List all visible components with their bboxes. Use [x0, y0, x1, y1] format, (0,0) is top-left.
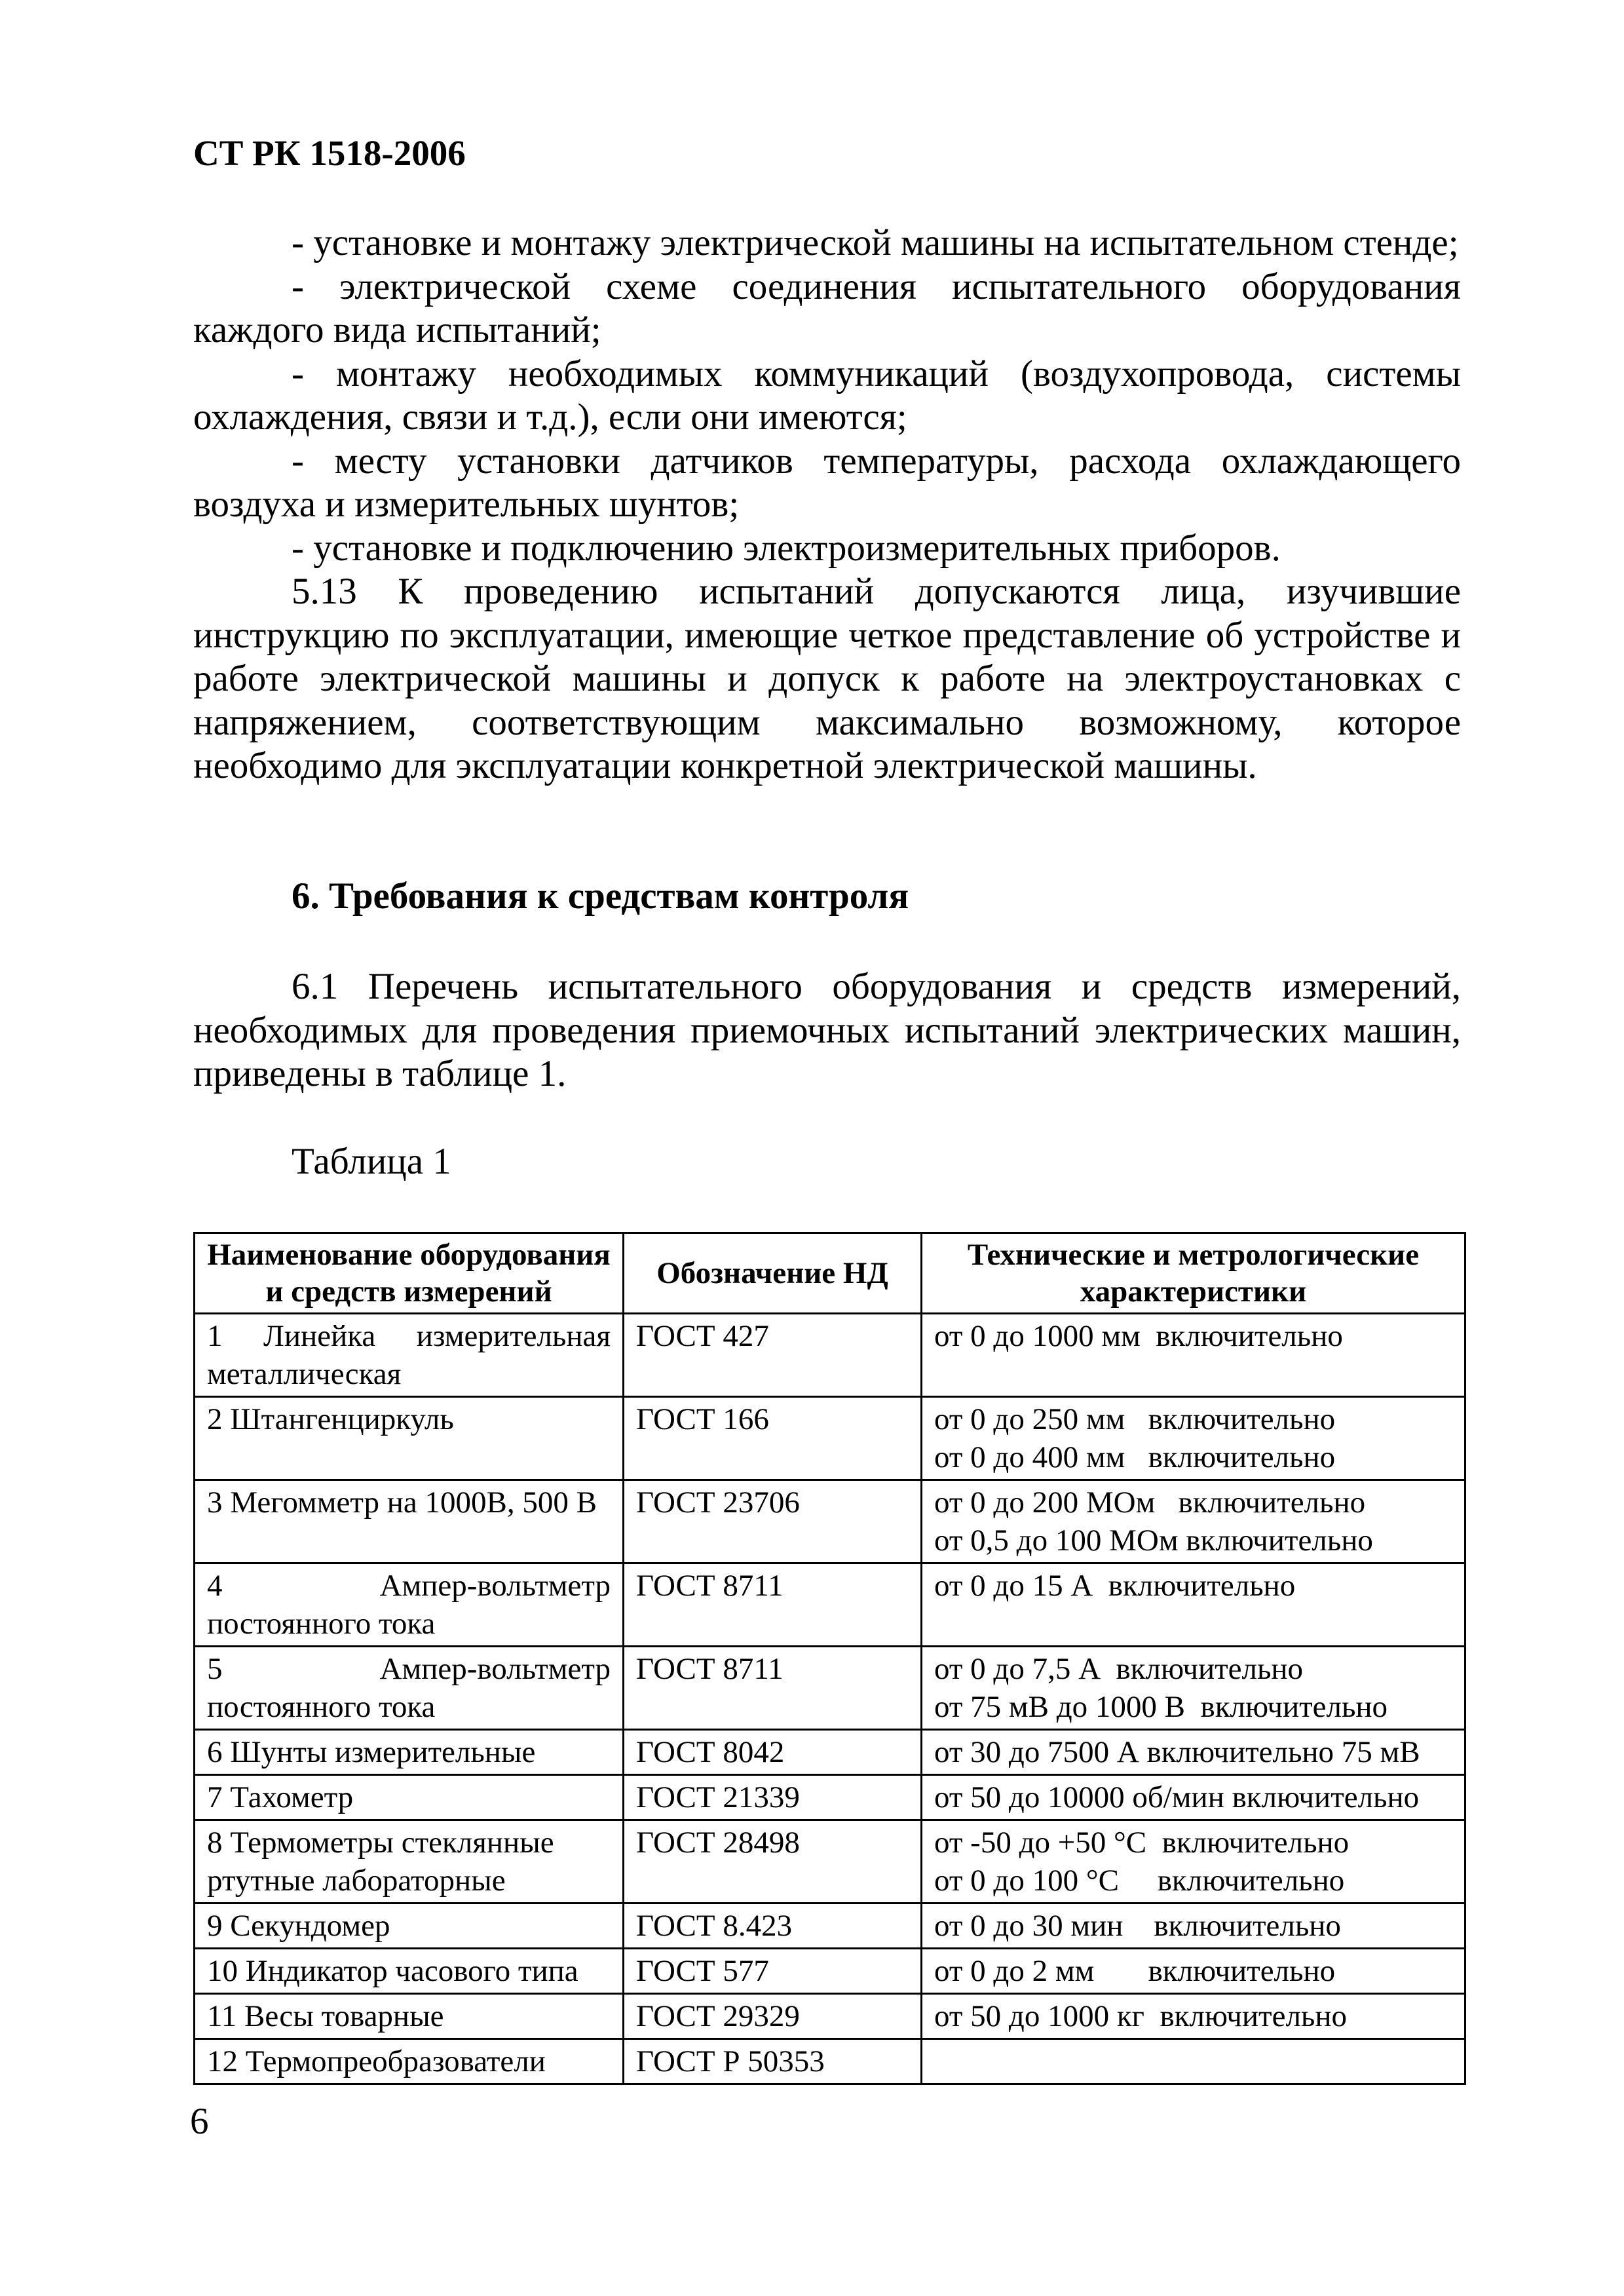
paragraph: - монтажу необходимых коммуникаций (воздухопровода, системы охлаждения, связи и т.д.), если они имеются; [193, 353, 1461, 438]
specs-cell [922, 2039, 1465, 2084]
table-row [195, 1775, 1465, 1820]
specs-cell [922, 1820, 1465, 1904]
table-row [195, 1730, 1465, 1775]
specs-cell [922, 1775, 1465, 1820]
equipment-name-cell: 2 Штангенциркуль [195, 1397, 624, 1480]
spec-line: от 30 до 7500 А включительно 75 мВ [934, 1735, 1420, 1769]
spec-line: от 0 до 200 МОм включительно [934, 1485, 1366, 1520]
spec-line: от 75 мВ до 1000 В включительно [934, 1690, 1388, 1724]
table-row [195, 1563, 1465, 1647]
specs-cell [922, 1730, 1465, 1775]
spec-line: от 50 до 1000 кг включительно [934, 1999, 1347, 2033]
nd-designation-cell: ГОСТ 8711 [624, 1563, 922, 1647]
equipment-name-cell: 8 Термометры стеклянные ртутные лабораторные [195, 1820, 624, 1904]
nd-designation-cell: ГОСТ Р 50353 [624, 2039, 922, 2084]
equipment-name-cell: 6 Шунты измерительные [195, 1730, 624, 1775]
equipment-table [193, 1232, 1466, 2085]
equipment-name-cell: 4 Ампер-вольтметр постоянного тока [195, 1563, 624, 1647]
spec-line: от 0,5 до 100 МОм включительно [934, 1523, 1373, 1558]
table-header-cell: Технические и метрологические характеристики [922, 1233, 1465, 1314]
spec-line: от 0 до 250 мм включительно [934, 1402, 1336, 1436]
equipment-name-cell: 5 Ампер-вольтметр постоянного тока [195, 1647, 624, 1730]
specs-cell [922, 1314, 1465, 1397]
spec-line: от 0 до 1000 мм включительно [934, 1319, 1343, 1353]
table-header-cell: Наименование оборудования и средств измерений [195, 1233, 624, 1314]
spec-line: от 50 до 10000 об/мин включительно [934, 1780, 1420, 1814]
page-number: 6 [190, 2101, 209, 2142]
table-body [195, 1314, 1465, 2084]
table-row [195, 1397, 1465, 1480]
table-row [195, 1314, 1465, 1397]
paragraph: 5.13 К проведению испытаний допускаются лица, изучившие инструкцию по эксплуатации, имеющие четкое представление об устройстве и работе электрической машины и допуск к работе на электроустановках с напряжением, соответствующим максимально возможному, которое необходимо для эксплуатации конкретной электрической машины. [193, 571, 1461, 786]
specs-cell [922, 1480, 1465, 1563]
table-row [195, 1647, 1465, 1730]
equipment-name-cell: 3 Мегомметр на 1000В, 500 В [195, 1480, 624, 1563]
equipment-name-cell: 12 Термопреобразователи [195, 2039, 624, 2084]
nd-designation-cell: ГОСТ 8.423 [624, 1904, 922, 1949]
specs-cell [922, 1397, 1465, 1480]
nd-designation-cell: ГОСТ 577 [624, 1949, 922, 1994]
table-row [195, 2039, 1465, 2084]
table-header-row [195, 1233, 1465, 1314]
table-row [195, 1820, 1465, 1904]
nd-designation-cell: ГОСТ 29329 [624, 1994, 922, 2039]
table-row [195, 1480, 1465, 1563]
paragraph: - установке и подключению электроизмерительных приборов. [292, 527, 1281, 569]
equipment-name-cell: 7 Тахометр [195, 1775, 624, 1820]
nd-designation-cell: ГОСТ 166 [624, 1397, 922, 1480]
specs-cell [922, 1563, 1465, 1647]
equipment-name-cell: 11 Весы товарные [195, 1994, 624, 2039]
specs-cell [922, 1994, 1465, 2039]
table-header-cell: Обозначение НД [624, 1233, 922, 1314]
paragraph: - месту установки датчиков температуры, расхода охлаждающего воздуха и измерительных шунтов; [193, 440, 1461, 525]
table-caption: Таблица 1 [292, 1141, 451, 1182]
spec-line: от -50 до +50 °С включительно [934, 1826, 1350, 1860]
paragraph: 6.1 Перечень испытательного оборудования и средств измерений, необходимых для проведения приемочных испытаний электрических машин, приведены в таблице 1. [193, 966, 1461, 1094]
spec-line: от 0 до 15 А включительно [934, 1569, 1296, 1603]
spec-line: от 0 до 100 °С включительно [934, 1864, 1345, 1898]
nd-designation-cell: ГОСТ 23706 [624, 1480, 922, 1563]
document-header: СТ РК 1518-2006 [193, 133, 466, 173]
spec-line: от 0 до 2 мм включительно [934, 1954, 1336, 1988]
section-text [193, 965, 1461, 1096]
nd-designation-cell: ГОСТ 28498 [624, 1820, 922, 1904]
equipment-name-cell: 10 Индикатор часового типа [195, 1949, 624, 1994]
nd-designation-cell: ГОСТ 427 [624, 1314, 922, 1397]
table-row [195, 1904, 1465, 1949]
nd-designation-cell: ГОСТ 8042 [624, 1730, 922, 1775]
specs-cell [922, 1647, 1465, 1730]
spec-line: от 0 до 30 мин включительно [934, 1909, 1341, 1943]
specs-cell [922, 1904, 1465, 1949]
table-row [195, 1994, 1465, 2039]
spec-line: от 0 до 7,5 А включительно [934, 1652, 1304, 1686]
table-row [195, 1949, 1465, 1994]
nd-designation-cell: ГОСТ 21339 [624, 1775, 922, 1820]
intro-text [193, 221, 1461, 788]
section-title: 6. Требования к средствам контроля [292, 875, 909, 917]
paragraph: - электрической схеме соединения испытательного оборудования каждого вида испытаний; [193, 265, 1461, 351]
nd-designation-cell: ГОСТ 8711 [624, 1647, 922, 1730]
specs-cell [922, 1949, 1465, 1994]
equipment-name-cell: 1 Линейка измерительная металлическая [195, 1314, 624, 1397]
equipment-name-cell: 9 Секундомер [195, 1904, 624, 1949]
paragraph: - установке и монтажу электрической машины на испытательном стенде; [292, 222, 1459, 263]
spec-line: от 0 до 400 мм включительно [934, 1440, 1336, 1474]
